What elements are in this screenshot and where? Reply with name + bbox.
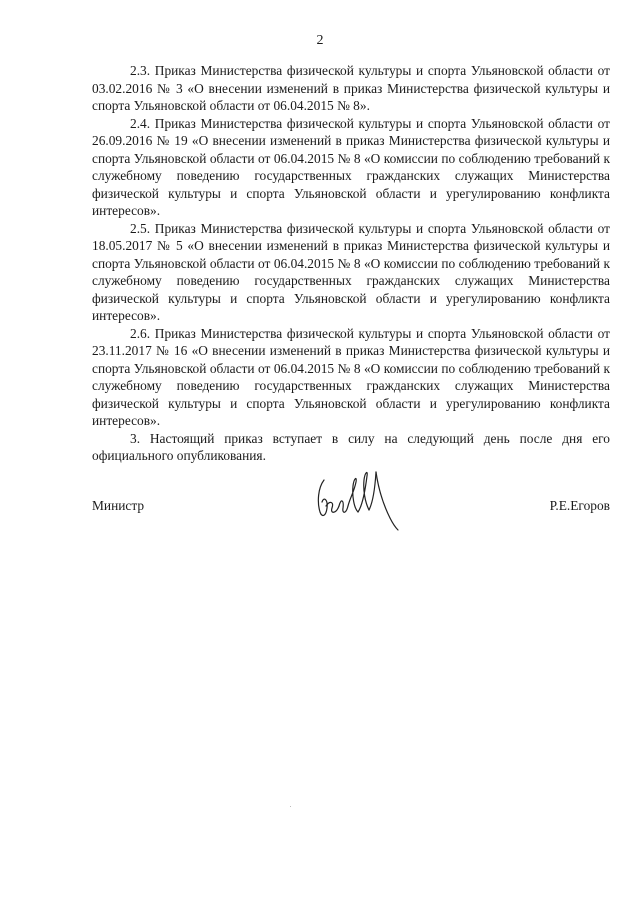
handwritten-signature	[312, 462, 422, 532]
paragraph-2-4: 2.4. Приказ Министерства физической культуры и спорта Ульяновской области от 26.09.2016 № 19 «О внесении изменений в приказ Министерства физической культуры и спорта Ульяновской области от 06.04.2015 № 8 «О комиссии по соблюдению требований к служебному поведению государственных гражданских служащих Министерства физической культуры и спорта Ульяновской области и урегулированию конфликта интересов».	[92, 115, 610, 218]
document-body	[92, 62, 610, 465]
paragraph-2-6: 2.6. Приказ Министерства физической культуры и спорта Ульяновской области от 23.11.2017 № 16 «О внесении изменений в приказ Министерства физической культуры и спорта Ульяновской области от 06.04.2015 № 8 «О комиссии по соблюдению требований к служебному поведению государственных гражданских служащих Министерства физической культуры и спорта Ульяновской области и урегулированию конфликта интересов».	[92, 325, 610, 428]
signer-name: Р.Е.Егоров	[549, 498, 610, 513]
signer-position: Министр	[92, 498, 145, 513]
paragraph-2-3: 2.3. Приказ Министерства физической культуры и спорта Ульяновской области от 03.02.2016 № 3 «О внесении изменений в приказ Министерства физической культуры и спорта Ульяновской области от 06.04.2015 № 8».	[92, 63, 610, 113]
signature-block	[92, 470, 610, 550]
paragraph-3: 3. Настоящий приказ вступает в силу на следующий день после дня его официального опубликования.	[92, 430, 610, 463]
scan-speck	[290, 806, 291, 807]
page-number: 2	[316, 33, 324, 48]
paragraph-2-5: 2.5. Приказ Министерства физической культуры и спорта Ульяновской области от 18.05.2017 № 5 «О внесении изменений в приказ Министерства физической культуры и спорта Ульяновской области от 06.04.2015 № 8 «О комиссии по соблюдению требований к служебному поведению государственных гражданских служащих Министерства физической культуры и спорта Ульяновской области и урегулированию конфликта интересов».	[92, 220, 610, 323]
